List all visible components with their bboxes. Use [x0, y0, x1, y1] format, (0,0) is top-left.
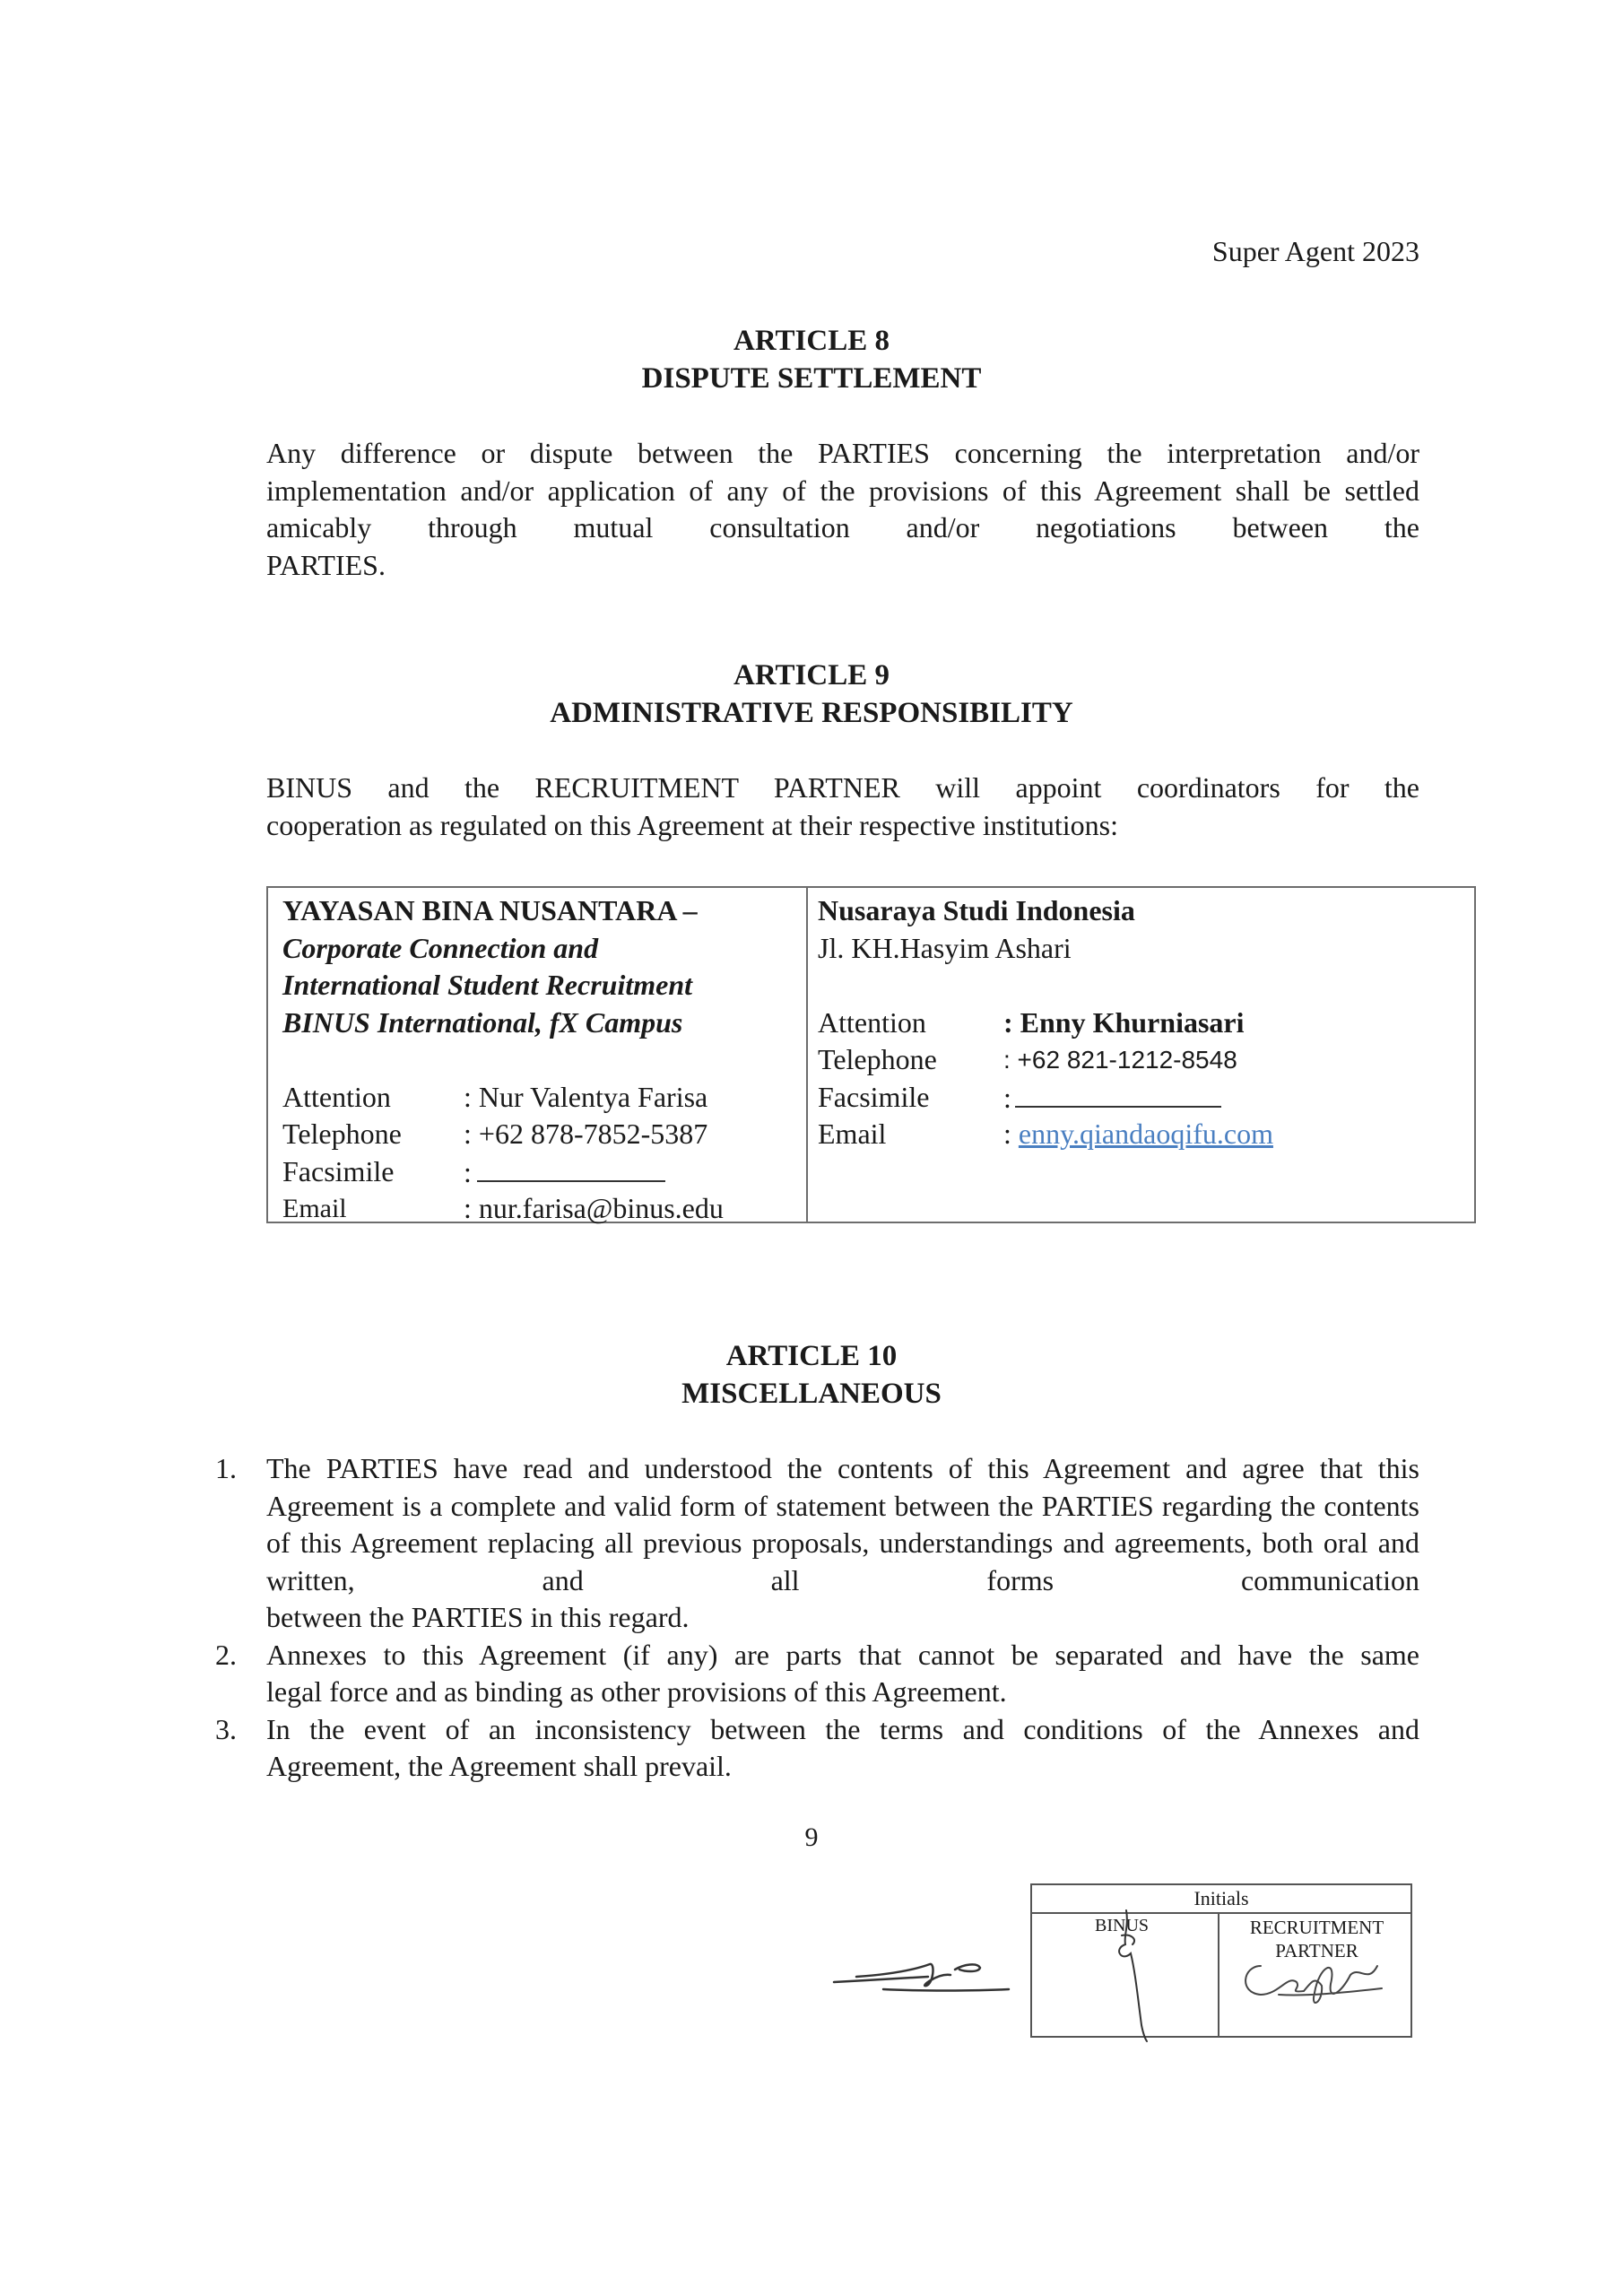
partner-facsimile-row [818, 1079, 1463, 1117]
partner-facsimile-value: : [1003, 1081, 1011, 1114]
binus-facsimile-row [282, 1153, 803, 1191]
binus-initial-signature [1086, 1909, 1185, 2043]
list-item-number: 1. [215, 1452, 237, 1484]
document-header: Super Agent 2023 [1211, 235, 1419, 267]
article-8-title: DISPUTE SETTLEMENT [641, 362, 982, 395]
signature-scribble [829, 1937, 1027, 2000]
binus-org-dept-2: International Student Recruitment [282, 969, 692, 1001]
binus-telephone-value: : +62 878-7852-5387 [464, 1118, 708, 1150]
binus-email-value: : nur.farisa@binus.edu [464, 1192, 724, 1224]
article-8-body-last: PARTIES. [266, 548, 386, 581]
binus-facsimile-value: : [464, 1155, 472, 1188]
article-8-body-text: Any difference or dispute between the PARTIES concerning the interpretation and/or implementation and/or application of any of the provisions of this Agreement shall be settled amicably through mutual consultation and/or negotiations between the [266, 437, 1419, 544]
binus-email-row [282, 1190, 803, 1228]
article-10-title: MISCELLANEOUS [681, 1378, 942, 1410]
table-divider [806, 888, 808, 1222]
partner-attention-row [818, 1004, 1463, 1042]
partner-telephone-value: : +62 821-1212-8548 [1003, 1046, 1237, 1074]
partner-telephone-label: Telephone [818, 1043, 937, 1075]
initials-title: Initials [1032, 1885, 1410, 1914]
list-item [215, 1711, 1419, 1786]
list-item-text: Annexes to this Agreement (if any) are parts that cannot be separated and have the same [266, 1638, 1419, 1671]
binus-telephone-label: Telephone [282, 1118, 402, 1150]
binus-org-dept: Corporate Connection and [282, 931, 599, 964]
binus-org-campus: BINUS International, fX Campus [282, 1005, 683, 1039]
partner-coordinator-cell [818, 892, 1463, 1153]
initials-divider [1218, 1912, 1219, 2036]
partner-email-colon: : [1003, 1118, 1019, 1150]
list-item-text-last: between the PARTIES in this regard. [266, 1601, 690, 1633]
partner-facsimile-blank [1015, 1079, 1221, 1108]
list-item [215, 1637, 1419, 1711]
binus-attention-value: : Nur Valentya Farisa [464, 1080, 708, 1113]
list-item-text: In the event of an inconsistency between the terms and conditions of the Annexes and [266, 1712, 1419, 1745]
initials-binus-label: BINUS [1095, 1916, 1150, 1935]
binus-attention-row [282, 1079, 803, 1117]
binus-attention-label: Attention [282, 1080, 391, 1113]
partner-initial-signature [1225, 1939, 1404, 2033]
list-item-text: The PARTIES have read and understood the contents of this Agreement and agree that this Agreement is a complete and valid form of statement between the PARTIES regarding the contents of this Agreement replacing all previous proposals, understandings and agreements, both oral and written, and all forms communication [266, 1452, 1419, 1596]
binus-facsimile-blank [477, 1153, 665, 1182]
partner-email-label: Email [818, 1118, 887, 1150]
article-9-number: ARTICLE 9 [733, 659, 890, 691]
initials-box [1030, 1883, 1412, 2038]
miscellaneous-list [215, 1450, 1419, 1786]
binus-org-name: YAYASAN BINA NUSANTARA – [282, 894, 698, 926]
binus-facsimile-label: Facsimile [282, 1154, 395, 1187]
list-item-text-last: Agreement, the Agreement shall prevail. [266, 1750, 732, 1782]
partner-email-row [818, 1116, 1463, 1153]
partner-attention-label: Attention [818, 1005, 926, 1039]
article-9-body-text: BINUS and the RECRUITMENT PARTNER will appoint coordinators for the [266, 771, 1419, 804]
binus-telephone-row [282, 1116, 803, 1153]
article-8-body [266, 435, 1419, 584]
partner-org-name: Nusaraya Studi Indonesia [818, 894, 1135, 926]
initials-partner-label-line1: RECRUITMENT [1249, 1917, 1384, 1938]
binus-email-label: Email [282, 1194, 347, 1223]
list-item [215, 1450, 1419, 1637]
partner-facsimile-label: Facsimile [818, 1080, 930, 1113]
list-item-number: 2. [215, 1638, 237, 1671]
page-number: 9 [804, 1822, 819, 1852]
partner-telephone-row [818, 1041, 1463, 1079]
coordinators-table [266, 886, 1476, 1223]
article-9-title: ADMINISTRATIVE RESPONSIBILITY [550, 697, 1073, 729]
list-item-text-last: legal force and as binding as other provisions of this Agreement. [266, 1675, 1007, 1708]
partner-email-link[interactable]: enny.qiandaoqifu.com [1018, 1118, 1273, 1150]
list-item-number: 3. [215, 1712, 237, 1745]
article-10-number: ARTICLE 10 [725, 1340, 898, 1372]
article-9-body [266, 770, 1419, 844]
initials-partner-label-line2: PARTNER [1275, 1940, 1358, 1961]
article-9-body-last: cooperation as regulated on this Agreement at their respective institutions: [266, 808, 1118, 841]
partner-attention-value: : Enny Khurniasari [1003, 1005, 1245, 1039]
binus-coordinator-cell [282, 892, 803, 1228]
partner-address: Jl. KH.Hasyim Ashari [818, 931, 1072, 964]
article-8-number: ARTICLE 8 [733, 325, 890, 357]
